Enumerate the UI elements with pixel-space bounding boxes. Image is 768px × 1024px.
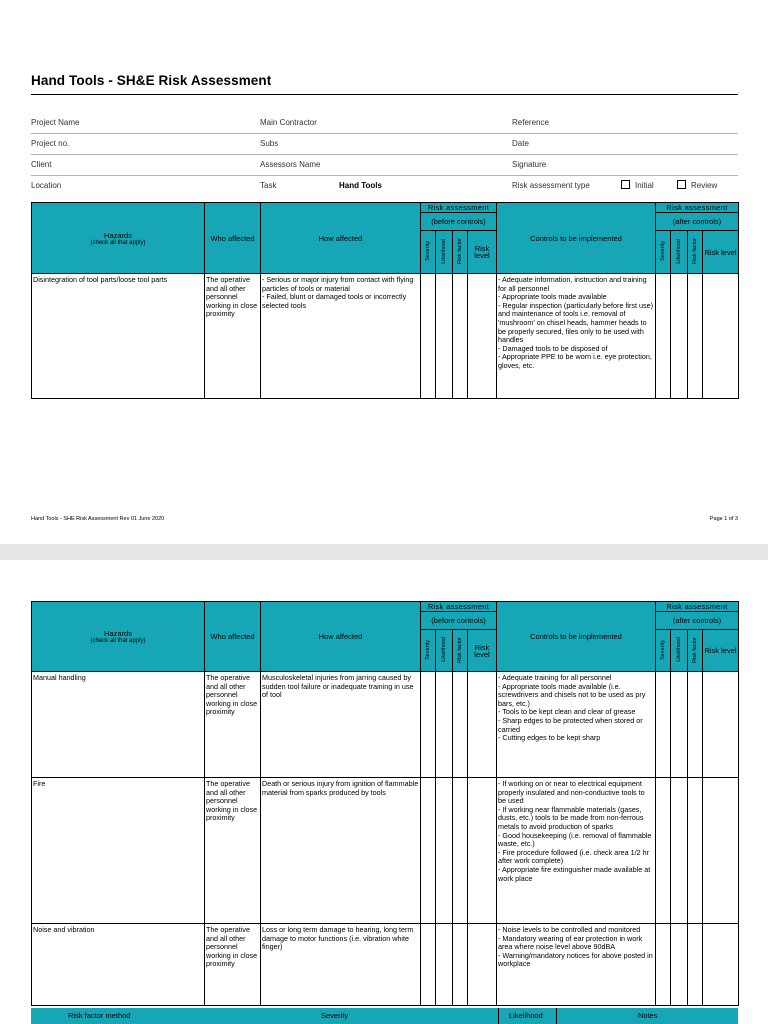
- likelihood-before-label: Likelihood: [441, 637, 447, 662]
- risk-factor-after-cell[interactable]: [688, 274, 703, 399]
- risk-assessment-after-header: Risk assessment: [656, 203, 739, 213]
- controls-cell: - If working on or near to electrical equipment properly insulated and non-conductive tools to be used - If working near flammable materials (gases, dusts, etc.) tools to be made from non-ferrous metals to avoid production of sparks - Good housekeeping (i.e. removal of flammable waste, etc.) - Fire procedure followed (i.e. check area 1/2 hr after work complete) - Appropriate fire extinguisher made available at work place: [497, 778, 656, 924]
- hazards-sub-label: (check all that apply): [90, 638, 146, 644]
- info-row-4: [31, 175, 738, 196]
- likelihood-after-label: Likelihood: [676, 637, 682, 662]
- footer-page-number: Page 1 of 3: [709, 516, 738, 522]
- how-affected-header: How affected: [261, 203, 421, 274]
- risk-factor-method-label: Risk factor method: [68, 1011, 131, 1020]
- controls-cell: - Noise levels to be controlled and monitored - Mandatory wearing of ear protection in work area where noise level above 90dBA - Warning/mandatory notices for above posted in workplace: [497, 924, 656, 1006]
- risk-level-after-cell[interactable]: [703, 672, 739, 778]
- likelihood-after-cell[interactable]: [671, 274, 688, 399]
- review-label: Review: [691, 181, 718, 190]
- how-affected-cell: Loss or long term damage to hearing, long term damage to motor functions (i.e. vibration white finger): [261, 924, 421, 1006]
- risk-level-before-cell[interactable]: [468, 778, 497, 924]
- severity-before-cell[interactable]: [421, 924, 436, 1006]
- controls-cell: - Adequate information, instruction and training for all personnel - Appropriate tools made available - Regular inspection (particularly before first use) and maintenance of tools i.e. removal of 'mushroom' on chisel heads, hammer heads to be properly secured, files only to be used with handles - Damaged tools to be disposed of - Appropriate PPE to be worn i.e. eye protection, gloves, etc.: [497, 274, 656, 399]
- likelihood-after-cell[interactable]: [671, 778, 688, 924]
- task-value: Hand Tools: [339, 181, 382, 190]
- risk-factor-after-label: Risk factor: [692, 238, 698, 264]
- severity-before-cell[interactable]: [421, 274, 436, 399]
- likelihood-before-cell[interactable]: [436, 924, 453, 1006]
- how-affected-cell: - Serious or major injury from contact with flying particles of tools or material - Failed, blunt or damaged tools or incorrectly selected tools: [261, 274, 421, 399]
- severity-before-label: Severity: [425, 639, 431, 660]
- risk-level-after-header: Risk level: [703, 231, 739, 274]
- likelihood-before-cell[interactable]: [436, 672, 453, 778]
- who-affected-header: Who affected: [205, 203, 261, 274]
- table-row: [32, 778, 739, 924]
- initial-checkbox[interactable]: [621, 180, 630, 189]
- severity-before-header: [421, 630, 436, 672]
- risk-level-after-cell[interactable]: [703, 924, 739, 1006]
- review-checkbox[interactable]: [677, 180, 686, 189]
- footer-document-name: Hand Tools - SHE Risk Assessment Rev 01 June 2020: [31, 516, 165, 522]
- risk-factor-after-header: [688, 231, 703, 274]
- how-affected-cell: Death or serious injury from ignition of flammable material from sparks produced by tools: [261, 778, 421, 924]
- date-label: Date: [512, 139, 529, 148]
- hazard-cell: Manual handling: [32, 672, 205, 778]
- severity-after-cell[interactable]: [656, 672, 671, 778]
- risk-factor-after-cell[interactable]: [688, 924, 703, 1006]
- risk-factor-after-label: Risk factor: [692, 636, 698, 663]
- risk-factor-after-cell[interactable]: [688, 778, 703, 924]
- controls-header: Controls to be implemented: [497, 203, 656, 274]
- hazards-header-label: Hazards: [104, 230, 132, 240]
- likelihood-before-header: [436, 630, 453, 672]
- risk-level-before-header: Risk level: [468, 630, 497, 672]
- title-divider: [31, 94, 738, 95]
- task-label: Task: [260, 181, 277, 190]
- risk-factor-before-cell[interactable]: [453, 778, 468, 924]
- risk-level-before-header: Risk level: [468, 231, 497, 274]
- info-row-2: [31, 133, 738, 155]
- risk-level-before-cell[interactable]: [468, 274, 497, 399]
- risk-level-before-cell[interactable]: [468, 672, 497, 778]
- who-affected-header: Who affected: [205, 602, 261, 672]
- bar-divider: [498, 1008, 499, 1024]
- controls-header: Controls to be implemented: [497, 602, 656, 672]
- after-controls-label: (after controls): [656, 213, 739, 231]
- hazards-header: [32, 203, 205, 274]
- signature-label: Signature: [512, 160, 547, 169]
- ra-type-initial-option[interactable]: [621, 175, 654, 196]
- ra-type-label: Risk assessment type: [512, 181, 590, 190]
- hazard-cell: Disintegration of tool parts/loose tool parts: [32, 274, 205, 399]
- hazard-cell: Noise and vibration: [32, 924, 205, 1006]
- risk-level-before-cell[interactable]: [468, 924, 497, 1006]
- risk-factor-before-label: Risk factor: [457, 636, 463, 663]
- severity-before-cell[interactable]: [421, 672, 436, 778]
- document-title: Hand Tools - SH&E Risk Assessment: [31, 73, 272, 88]
- after-controls-label: (after controls): [656, 612, 739, 630]
- likelihood-before-cell[interactable]: [436, 778, 453, 924]
- risk-factor-before-cell[interactable]: [453, 924, 468, 1006]
- hazards-sub-label: (check all that apply): [90, 239, 146, 246]
- risk-level-after-header: Risk level: [703, 630, 739, 672]
- hazards-header-label: Hazards: [104, 629, 132, 638]
- before-controls-label: (before controls): [421, 213, 497, 231]
- subs-label: Subs: [260, 139, 279, 148]
- risk-assessment-before-header: Risk assessment: [421, 602, 497, 612]
- location-label: Location: [31, 181, 62, 190]
- likelihood-after-header: [671, 231, 688, 274]
- risk-level-after-cell[interactable]: [703, 778, 739, 924]
- assessors-name-label: Assessors Name: [260, 160, 321, 169]
- bar-divider: [556, 1008, 557, 1024]
- ra-type-review-option[interactable]: [677, 175, 717, 196]
- likelihood-before-cell[interactable]: [436, 274, 453, 399]
- severity-method-label: Severity: [321, 1011, 349, 1020]
- risk-assessment-before-header: Risk assessment: [421, 203, 497, 213]
- table-row: [32, 672, 739, 778]
- likelihood-after-cell[interactable]: [671, 924, 688, 1006]
- severity-after-label: Severity: [660, 241, 666, 261]
- hazard-cell: Fire: [32, 778, 205, 924]
- risk-factor-before-cell[interactable]: [453, 672, 468, 778]
- who-affected-cell: The operative and all other personnel working in close proximity: [205, 274, 261, 399]
- severity-after-header: [656, 231, 671, 274]
- risk-factor-before-header: [453, 630, 468, 672]
- risk-assessment-after-header: Risk assessment: [656, 602, 739, 612]
- info-row-3: [31, 154, 738, 176]
- severity-before-label: Severity: [425, 241, 431, 261]
- main-contractor-label: Main Contractor: [260, 118, 317, 127]
- table-row: [32, 274, 739, 399]
- initial-label: Initial: [635, 181, 654, 190]
- severity-after-header: [656, 630, 671, 672]
- hazards-header: [32, 602, 205, 672]
- severity-before-cell[interactable]: [421, 778, 436, 924]
- who-affected-cell: The operative and all other personnel working in close proximity: [205, 924, 261, 1006]
- risk-factor-after-cell[interactable]: [688, 672, 703, 778]
- info-row-1: [31, 112, 738, 134]
- risk-factor-method-bar: [31, 1008, 738, 1024]
- risk-factor-after-header: [688, 630, 703, 672]
- reference-label: Reference: [512, 118, 549, 127]
- table-row: [32, 924, 739, 1006]
- risk-factor-before-header: [453, 231, 468, 274]
- who-affected-cell: The operative and all other personnel working in close proximity: [205, 672, 261, 778]
- severity-after-cell[interactable]: [656, 924, 671, 1006]
- before-controls-label: (before controls): [421, 612, 497, 630]
- project-no-label: Project no.: [31, 139, 70, 148]
- how-affected-cell: Musculoskeletal injuries from jarring caused by sudden tool failure or inadequate training in use of tool: [261, 672, 421, 778]
- how-affected-header: How affected: [261, 602, 421, 672]
- controls-cell: - Adequate training for all personnel - Appropriate tools made available (i.e. screwdrivers and chisels not to be used as pry bars, etc.) - Tools to be kept clean and clear of grease - Sharp edges to be protected when stored or carried - Cutting edges to be kept sharp: [497, 672, 656, 778]
- client-label: Client: [31, 160, 52, 169]
- likelihood-after-label: Likelihood: [676, 238, 682, 264]
- severity-after-cell[interactable]: [656, 778, 671, 924]
- project-name-label: Project Name: [31, 118, 80, 127]
- page-2: [0, 560, 768, 1024]
- notes-label: Notes: [638, 1011, 658, 1020]
- risk-table-page-2: [31, 601, 739, 1006]
- likelihood-after-header: [671, 630, 688, 672]
- who-affected-cell: The operative and all other personnel working in close proximity: [205, 778, 261, 924]
- likelihood-before-header: [436, 231, 453, 274]
- likelihood-method-label: Likelihood: [509, 1011, 543, 1020]
- risk-table-page-1: [31, 202, 739, 399]
- likelihood-after-cell[interactable]: [671, 672, 688, 778]
- severity-before-header: [421, 231, 436, 274]
- risk-factor-before-cell[interactable]: [453, 274, 468, 399]
- risk-level-after-cell[interactable]: [703, 274, 739, 399]
- severity-after-cell[interactable]: [656, 274, 671, 399]
- severity-after-label: Severity: [660, 639, 666, 660]
- risk-factor-before-label: Risk factor: [457, 238, 463, 264]
- likelihood-before-label: Likelihood: [441, 238, 447, 264]
